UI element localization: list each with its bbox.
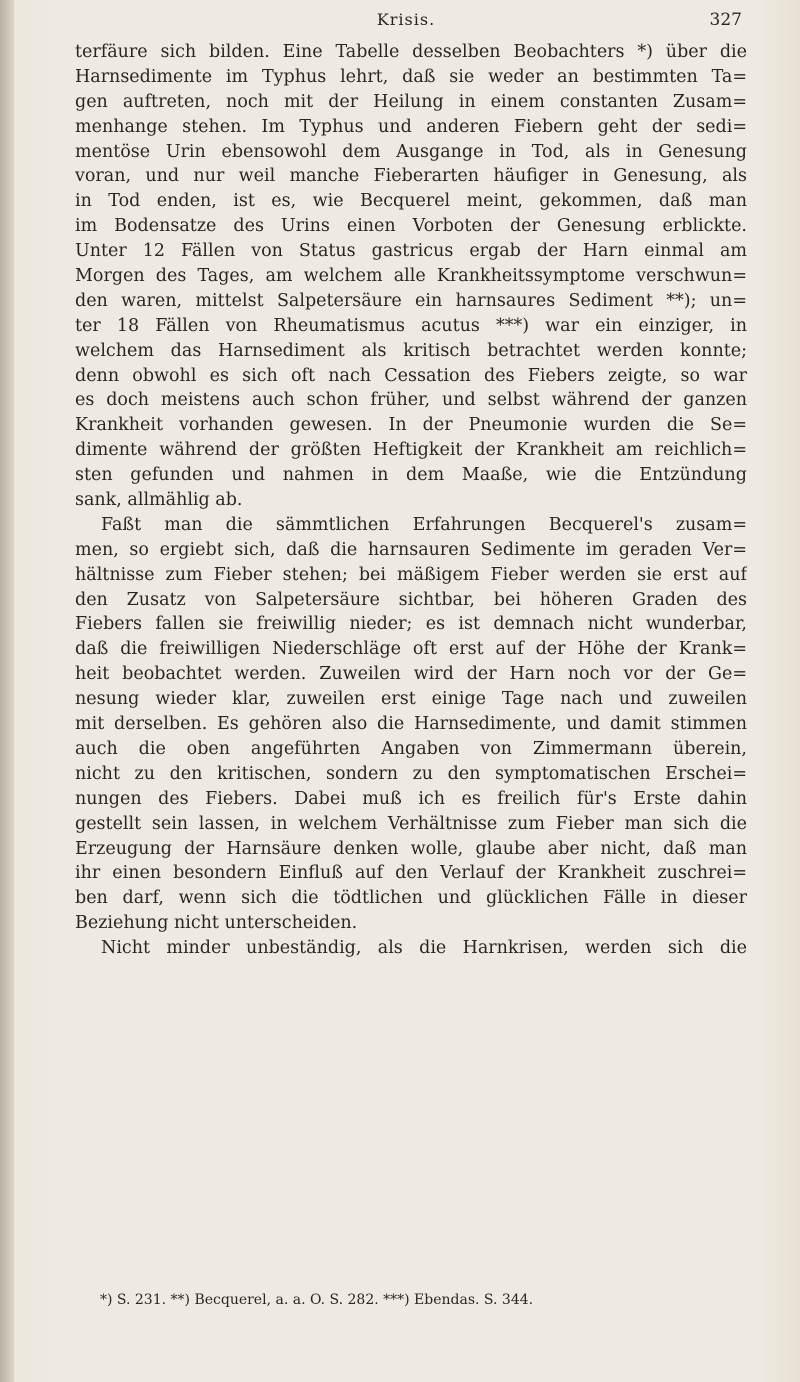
text-line: sank, allmählig ab.: [75, 490, 243, 511]
text-line: menhange stehen. Im Typhus und anderen Fiebern geht der sedi=: [75, 116, 747, 137]
text-line: daß die freiwilligen Niederschläge oft erst auf der Höhe der Krank=: [75, 639, 747, 660]
text-line: terfäure sich bilden. Eine Tabelle desselben Beobachters *) über die: [75, 42, 747, 62]
running-title: Krisis.: [376, 10, 436, 29]
text-line: nungen des Fiebers. Dabei muß ich es freilich für's Erste dahin: [75, 788, 747, 809]
text-line: denn obwohl es sich oft nach Cessation des Fiebers zeigte, so war: [75, 365, 747, 386]
text-line: Nicht minder unbeständig, als die Harnkrisen, werden sich die: [101, 938, 747, 959]
text-line: im Bodensatze des Urins einen Vorboten der Genesung erblickte.: [75, 216, 747, 237]
text-line: welchem das Harnsediment als kritisch betrachtet werden konnte;: [75, 340, 747, 361]
book-spine-shadow: [0, 0, 14, 1382]
text-line: in Tod enden, ist es, wie Becquerel meint, gekommen, daß man: [75, 191, 747, 212]
text-line: Beziehung nicht unterscheiden.: [75, 913, 358, 934]
text-line: ter 18 Fällen von Rheumatismus acutus ***) war ein einziger, in: [75, 315, 747, 336]
body-text: [75, 40, 747, 961]
text-line: Morgen des Tages, am welchem alle Krankheitssymptome verschwun=: [75, 266, 747, 287]
footnotes: *) S. 231. **) Becquerel, a. a. O. S. 282. ***) Ebendas. S. 344.: [100, 1292, 534, 1308]
text-line: sten gefunden und nahmen in dem Maaße, wie die Entzündung: [75, 465, 747, 486]
page-header: [70, 6, 742, 36]
text-line: Krankheit vorhanden gewesen. In der Pneumonie wurden die Se=: [75, 415, 747, 436]
text-line: gen auftreten, noch mit der Heilung in einem constanten Zusam=: [75, 91, 747, 112]
text-line: mit derselben. Es gehören also die Harnsedimente, und damit stimmen: [75, 714, 747, 735]
text-line: ihr einen besondern Einfluß auf den Verlauf der Krankheit zuschrei=: [75, 863, 747, 884]
text-line: nicht zu den kritischen, sondern zu den symptomatischen Erschei=: [75, 763, 747, 784]
text-line: heit beobachtet werden. Zuweilen wird der Harn noch vor der Ge=: [75, 664, 747, 685]
text-line: Unter 12 Fällen von Status gastricus ergab der Harn einmal am: [75, 241, 747, 262]
page-number: 327: [709, 10, 742, 30]
text-line: den Zusatz von Salpetersäure sichtbar, bei höheren Graden des: [75, 589, 747, 610]
text-line: ben darf, wenn sich die tödtlichen und glücklichen Fälle in dieser: [75, 888, 747, 909]
text-line: nesung wieder klar, zuweilen erst einige Tage nach und zuweilen: [75, 689, 747, 710]
text-line: Faßt man die sämmtlichen Erfahrungen Becquerel's zusam=: [101, 514, 747, 535]
text-line: gestellt sein lassen, in welchem Verhältnisse zum Fieber man sich die: [75, 813, 747, 834]
text-line: Fiebers fallen sie freiwillig nieder; es ist demnach nicht wunderbar,: [75, 614, 747, 635]
text-line: den waren, mittelst Salpetersäure ein harnsaures Sediment **); un=: [75, 290, 747, 311]
text-line: mentöse Urin ebensowohl dem Ausgange in Tod, als in Genesung: [75, 141, 747, 162]
text-line: dimente während der größten Heftigkeit der Krankheit am reichlich=: [75, 440, 747, 461]
text-line: es doch meistens auch schon früher, und selbst während der ganzen: [75, 390, 747, 411]
text-line: Harnsedimente im Typhus lehrt, daß sie weder an bestimmten Ta=: [75, 66, 747, 87]
text-line: hältnisse zum Fieber stehen; bei mäßigem Fieber werden sie erst auf: [75, 564, 747, 585]
text-line: voran, und nur weil manche Fieberarten häufiger in Genesung, als: [75, 166, 747, 187]
text-line: men, so ergiebt sich, daß die harnsauren Sedimente im geraden Ver=: [75, 539, 747, 560]
text-line: auch die oben angeführten Angaben von Zimmermann überein,: [75, 738, 747, 759]
text-line: Erzeugung der Harnsäure denken wolle, glaube aber nicht, daß man: [75, 838, 747, 859]
